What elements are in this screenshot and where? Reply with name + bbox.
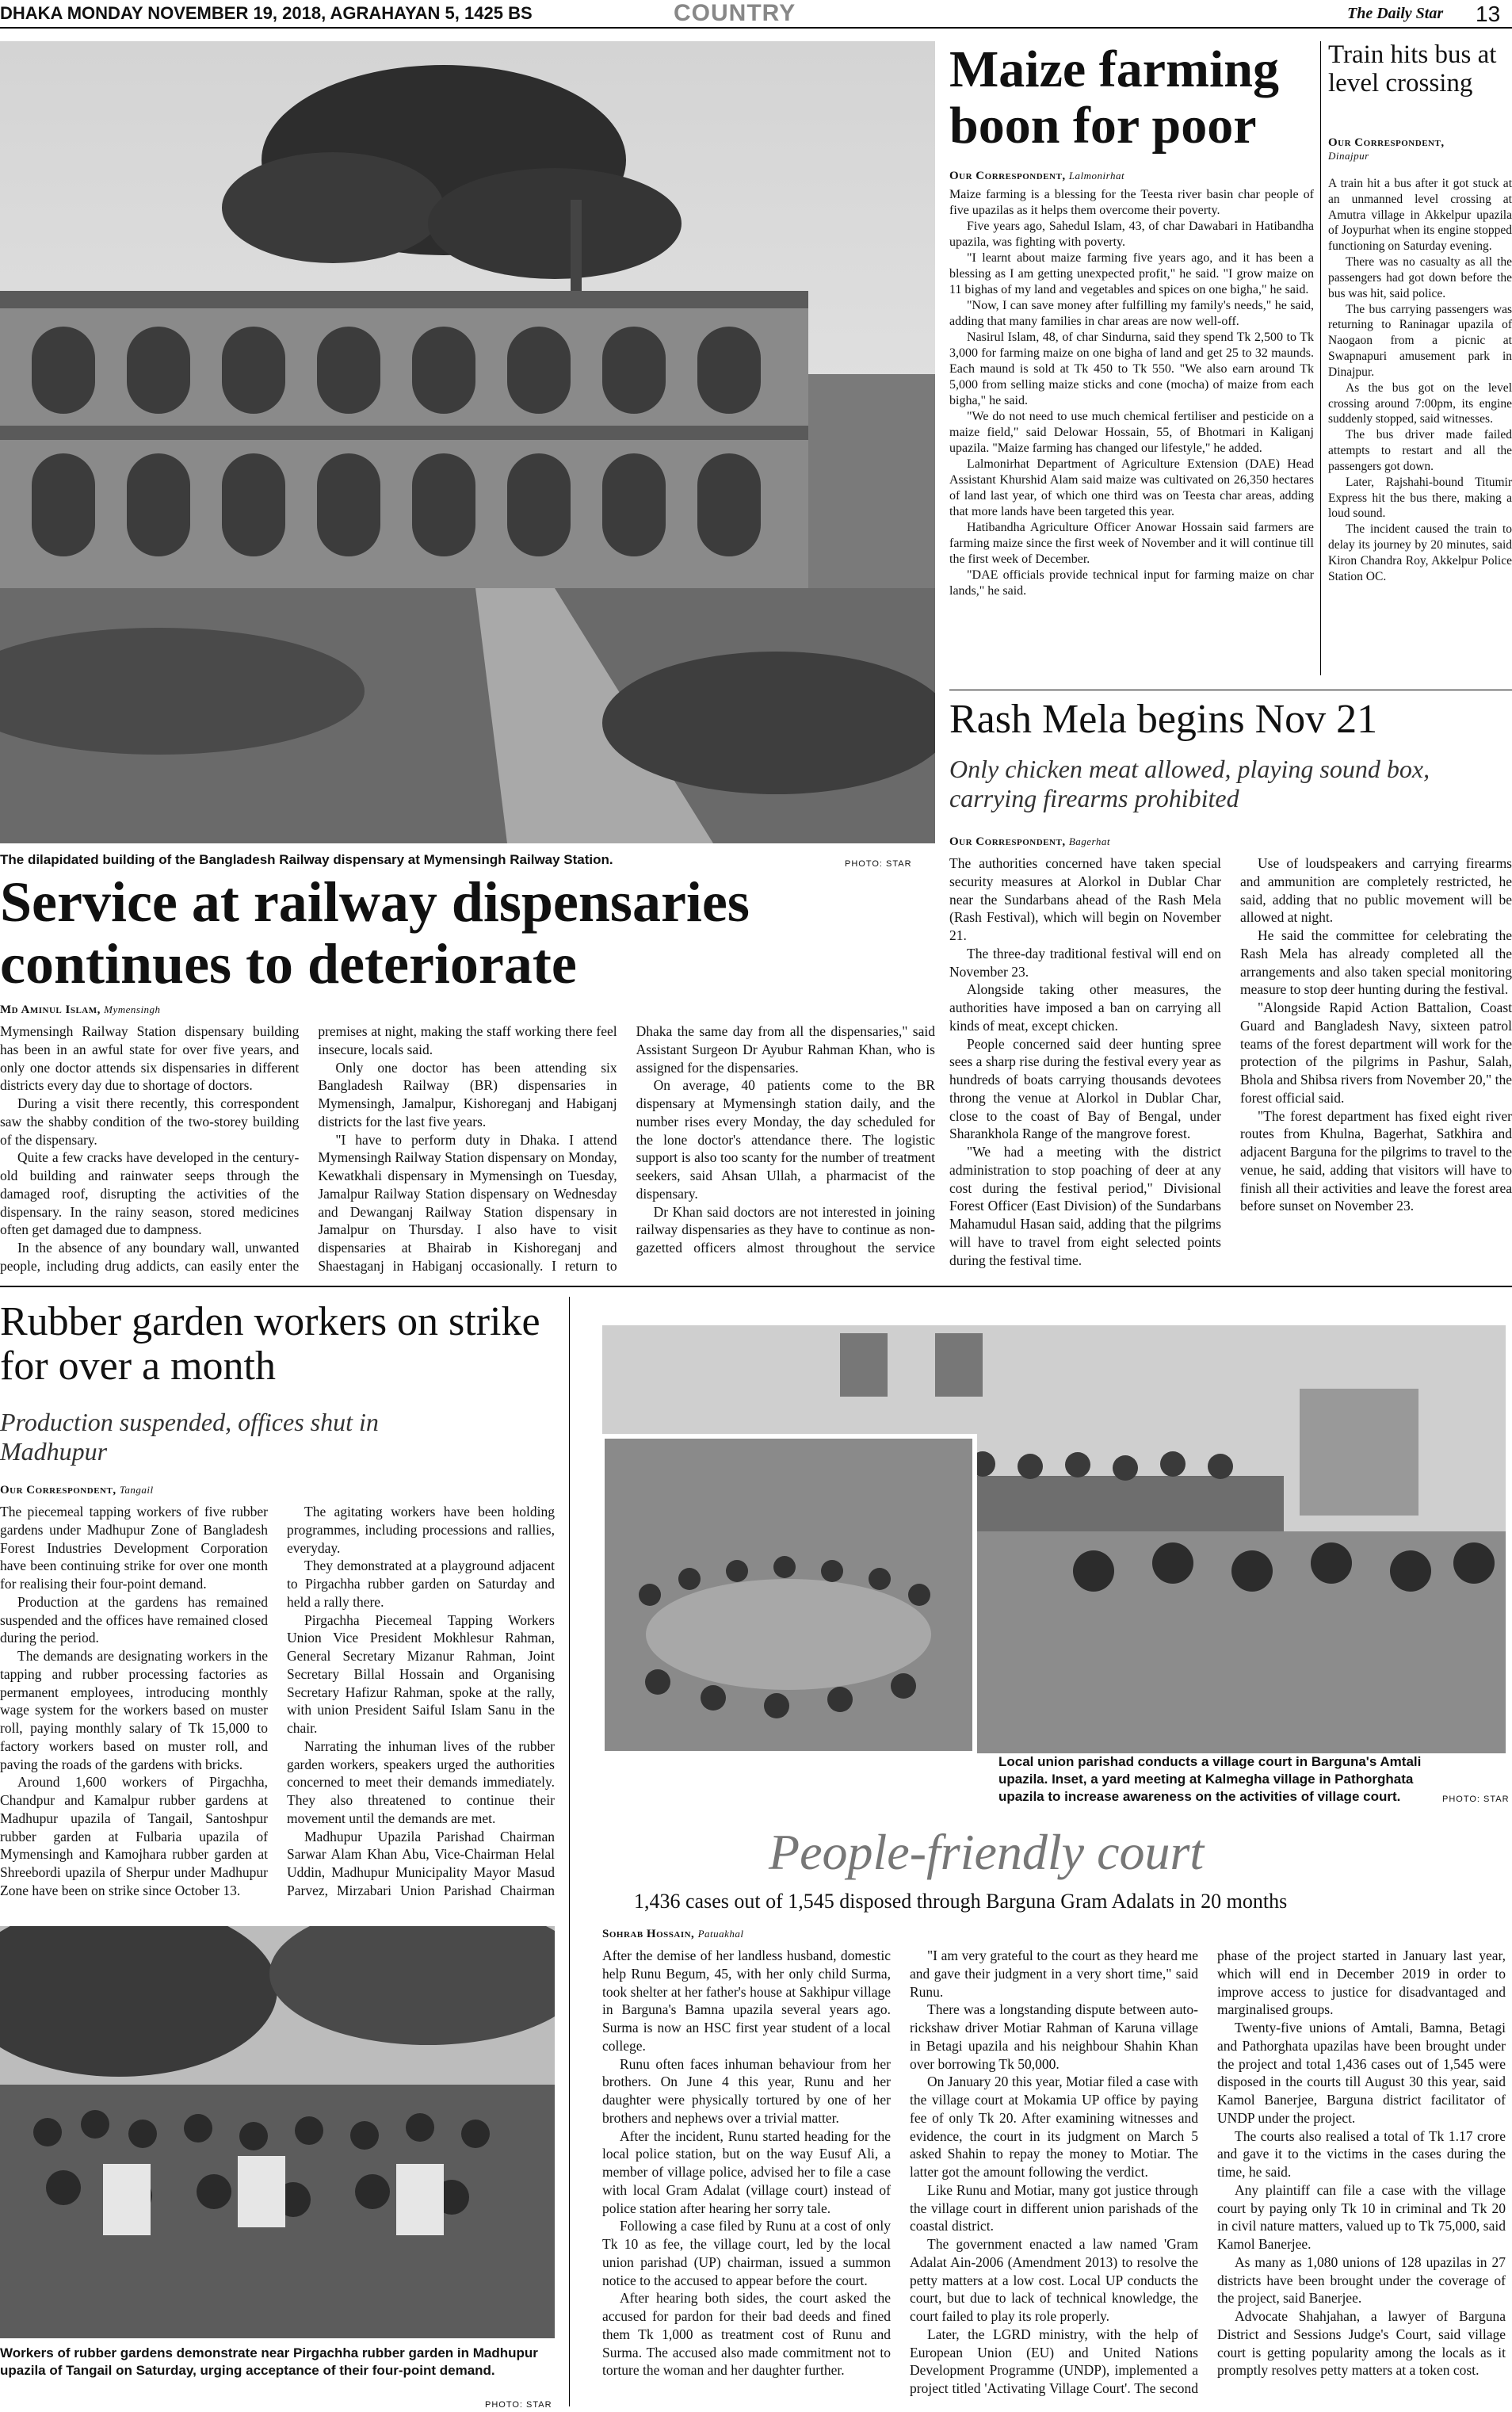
paragraph: On average, 40 patients come to the BR dispensary at Mymensingh station daily, and the number rises every Monday, the day scheduled for the lone doctor's attendance there. The logistic support is also too scanty for the number of treatment seekers, said Ahsan Ullah, a pharmacist of the dispensary. bbox=[636, 1077, 935, 1202]
rubber-photo-credit: PHOTO: STAR bbox=[485, 2400, 552, 2410]
railway-dispensary-photo bbox=[0, 41, 935, 843]
paragraph: After the demise of her landless husband, domestic help Runu Begum, 45, with her only child Surma, took shelter at her father's house at Sakhipur village in Barguna's Bamna upazila several years ago. Surma is now an HSC first year student of a local college. bbox=[602, 1948, 891, 2054]
rubber-photo-caption: Workers of rubber gardens demonstrate near Pirgachha rubber garden in Madhupur upazila of Tangail on Saturday, urging acceptance of their four-point demand. bbox=[0, 2345, 538, 2379]
paragraph: "I am very grateful to the court as they heard me and gave their judgment in a very short time," said Runu. bbox=[910, 1948, 1198, 2000]
maize-byline-location: Lalmonirhat bbox=[1068, 170, 1125, 182]
maize-byline-name: Our Correspondent, bbox=[949, 170, 1066, 182]
paragraph: The authorities concerned have taken special security measures at Alorkol in Dublar Char near the Sundarbans ahead of the Rash Mela (Rash Festival), which will begin on November 21. bbox=[949, 855, 1221, 943]
rubber-byline bbox=[0, 1484, 154, 1497]
paragraph: Later, the LGRD ministry, with the help of European Union (EU) and United Nations Development Programme (UNDP), implemented a project titled 'Activating Village Court'. The second phase of the project started in January last year, which will end in December 2019 in order to improve access to justice for disadvantaged and marginalised groups. bbox=[910, 1948, 1506, 2396]
railway-byline-location: Mymensingh bbox=[104, 1003, 161, 1015]
paragraph: People concerned said deer hunting spree sees a sharp rise during the festival every year as hundreds of boats carrying thousands devotees throng the venue at Alorkol in Dublar Char, close to the coast of Bay of Bengal, under Sharankhola Range of the mangrove forest. bbox=[949, 1035, 1221, 1142]
paragraph: The agitating workers have been holding programmes, including processions and rallies, everyday. bbox=[287, 1504, 555, 1556]
railway-byline-name: Md Aminul Islam, bbox=[0, 1003, 101, 1016]
paragraph: After the incident, Runu started heading for the local police station, but on the way Eusuf Ali, a member of village police, advised her to file a case with local Gram Adalat (village court) instead of police station after hearing her sorry tale. bbox=[602, 2127, 891, 2216]
rash-article-body bbox=[949, 854, 1512, 1275]
rash-byline-name: Our Correspondent, bbox=[949, 835, 1066, 848]
court-photo-caption: Local union parishad conducts a village court in Barguna's Amtali upazila. Inset, a yard meeting at Kalmegha village in Pathorghata upazila to increase awareness on the activities of village court. bbox=[998, 1754, 1422, 1805]
paragraph: Runu often faces inhuman behaviour from her brothers. On June 4 this year, Runu and her daughter were physically tortured by one of her brothers and nephews over a trivial matter. bbox=[602, 2055, 891, 2126]
rash-byline-location: Bagerhat bbox=[1068, 835, 1110, 847]
rash-subhead: Only chicken meat allowed, playing sound box, carrying firearms prohibited bbox=[949, 755, 1430, 812]
paragraph: Madhupur Upazila Parishad Chairman Sarwar Alam Khan Abu, Vice-Chairman Helal Uddin, Madhupur Municipality Mayor Masud Parvez, Mirzabari Union Parishad Chairman bbox=[287, 1828, 555, 1898]
paragraph: Advocate Shahjahan, a lawyer of Barguna District and Sessions Judge's Court, said village court is getting popularity among the locals as it promptly resolves petty matters at a token cost. bbox=[1217, 2308, 1506, 2379]
masthead bbox=[0, 0, 1512, 29]
train-byline-location: Dinajpur bbox=[1328, 150, 1369, 162]
village-court-photo bbox=[602, 1325, 1506, 1753]
masthead-rule bbox=[0, 27, 1512, 29]
paragraph: The demands are designating workers in the tapping and rubber processing factories as permanent employees, introducing monthly wage system for the workers based on muster roll, paying monthly salary of Tk 15,000 to factory workers based on muster roll, and paving the roads of the gardens with bricks. bbox=[0, 1648, 268, 1772]
paragraph: Lalmonirhat Department of Agriculture Extension (DAE) Head Assistant Khurshid Alam said maize was cultivated on 26,350 hectares of land last year, of which one third was on Teesta char areas, adding that more lands have been targeted this year. bbox=[949, 457, 1314, 518]
column-divider bbox=[569, 1297, 570, 2406]
court-photo-credit: PHOTO: STAR bbox=[1442, 1795, 1510, 1804]
paragraph: A train hit a bus after it got stuck at an unmanned level crossing at Amutra village in Akkelpur upazila of Joypurhat when its engine stopped functioning on Saturday evening. bbox=[1328, 177, 1512, 254]
paragraph: Following a case filed by Runu at a cost of only Tk 10 as fee, the village court, led by the local union parishad (UP) chairman, issued a summon notice to the accused to appear before the court. bbox=[602, 2218, 891, 2288]
paragraph: As the bus got on the level crossing around 7:00pm, its engine suddenly stopped, said witnesses. bbox=[1328, 380, 1512, 426]
paragraph: Like Runu and Motiar, many got justice through the village court in different union parishads of the coastal district. bbox=[910, 2181, 1198, 2234]
paragraph: There was no casualty as all the passengers had got down before the bus was hit, said police. bbox=[1328, 255, 1512, 300]
paragraph: Mymensingh Railway Station dispensary building has been in an awful state for over five years, and only one doctor attends six dispensaries in different districts every day due to shortage of doctors. bbox=[0, 1023, 300, 1094]
page-number: 13 bbox=[1476, 2, 1501, 26]
paragraph: Five years ago, Sahedul Islam, 43, of char Dawabari in Hatibandha upazila, was fighting with poverty. bbox=[949, 220, 1314, 249]
court-subhead: 1,436 cases out of 1,545 disposed through Barguna Gram Adalats in 20 months bbox=[634, 1890, 1288, 1913]
paragraph: The three-day traditional festival will end on November 23. bbox=[949, 945, 1221, 980]
paragraph: Production at the gardens has remained suspended and the offices have remained closed during the period. bbox=[0, 1593, 268, 1646]
paragraph: The bus driver made failed attempts to restart and all the passengers got down. bbox=[1328, 428, 1512, 473]
court-headline: People-friendly court bbox=[769, 1824, 1205, 1880]
paragraph: Only one doctor has been attending six Bangladesh Railway (BR) dispensaries in Mymensingh, Jamalpur, Kishoreganj and Habiganj districts for the last five years. bbox=[318, 1059, 617, 1130]
train-headline: Train hits bus at level crossing bbox=[1328, 40, 1497, 97]
paragraph: "We do not need to use much chemical fertiliser and pesticide on a maize field," said Delowar Hossain, 55, of Bhotmari in Kaliganj upazila. "Maize farming has changed our lifestyle," he added. bbox=[949, 410, 1314, 455]
rubber-byline-location: Tangail bbox=[119, 1484, 154, 1496]
railway-photo-credit: PHOTO: STAR bbox=[845, 859, 912, 869]
paragraph: The bus carrying passengers was returning to Raninagar upazila of Naogaon from a picnic at Swapnapuri amusement park in Dinajpur. bbox=[1328, 302, 1512, 379]
train-article-body bbox=[1328, 176, 1512, 683]
paragraph: Later, Rajshahi-bound Titumir Express hit the bus there, making a loud sound. bbox=[1328, 475, 1512, 521]
maize-headline: Maize farming boon for poor bbox=[949, 40, 1280, 155]
rubber-subhead: Production suspended, offices shut in Madhupur bbox=[0, 1408, 379, 1466]
paragraph: Any plaintiff can file a case with the village court by paying only Tk 10 in criminal and Tk 20 in civil nature matters, valued up to Tk 75,000, said Kamol Banerjee. bbox=[1217, 2181, 1506, 2252]
paragraph: "I have to perform duty in Dhaka. I attend Mymensingh Railway Station dispensary on Monday, Kewatkhali dispensary in Mymensingh on Tuesday, Jamalpur Railway Station dispensary on Wednesday and Dewanganj Railway Station dispensary in Jamalpur on Thursday. I also have to visit dispensaries at Bhairab in Kishoreganj and Shaestaganj in Habiganj occasionally. I return to Dhaka the same day from all the dispensaries," said Assistant Surgeon Dr Ayubur Rahman Khan, who is assigned for the dispensaries. bbox=[318, 1023, 935, 1274]
rash-byline bbox=[949, 835, 1110, 849]
paragraph: The incident caused the train to delay its journey by 20 minutes, said Kiron Chandra Roy, Akkelpur Police Station OC. bbox=[1328, 522, 1512, 583]
train-byline-name: Our Correspondent, bbox=[1328, 136, 1445, 149]
railway-headline: Service at railway dispensaries continues to deteriorate bbox=[0, 870, 750, 996]
paragraph: "We had a meeting with the district administration to stop poaching of deer at any cost during the festival period," Divisional Forest Officer (East Division) of the Sundarbans Mahamudul Hasan said, adding that the pilgrims will have to travel from eight selected points during the festival time. bbox=[949, 1144, 1221, 1268]
paragraph: They demonstrated at a playground adjacent to Pirgachha rubber garden on Saturday and held a rally there. bbox=[287, 1558, 555, 1610]
rubber-article-body bbox=[0, 1503, 555, 1915]
paragraph: The government enacted a law named 'Gram Adalat Ain-2006 (Amendment 2013) to resolve the petty matters at a low cost. Local UP conducts the court, but due to lack of technical knowledge, the court failed to play its role properly. bbox=[910, 2236, 1198, 2324]
court-byline bbox=[602, 1928, 744, 1941]
court-article-body bbox=[602, 1947, 1506, 2408]
paragraph: Twenty-five unions of Amtali, Bamna, Betagi and Pathorghata upazilas have been brought under the project and total 1,436 cases out of 1,545 were disposed in the courts till August 30 this year, said Kamol Banerjee, Barguna district facilitator of UNDP under the project. bbox=[1217, 2020, 1506, 2126]
rubber-workers-photo bbox=[0, 1926, 555, 2338]
paragraph: After hearing both sides, the court asked the accused for pardon for their bad deeds and fined them Tk 1,000 as treatment cost of Runu and Surma. The accused also made commitment not to torture the woman and her daughter further. bbox=[602, 2290, 891, 2379]
paragraph: The courts also realised a total of Tk 1.17 crore and gave it to the victims in the cases during the time, he said. bbox=[1217, 2127, 1506, 2180]
paragraph: "DAE officials provide technical input for farming maize on char lands," he said. bbox=[949, 568, 1314, 598]
paragraph: Pirgachha Piecemeal Tapping Workers Union Vice President Mokhlesur Rahman, General Secretary Mizanur Rahman, Joint Secretary Billal Hossain and Organising Secretary Hafizur Rahman, spoke at the rally, with union President Saiful Islam Sanu in the chair. bbox=[287, 1611, 555, 1736]
maize-byline bbox=[949, 170, 1124, 183]
paragraph: During a visit there recently, this correspondent saw the shabby condition of the two-storey building of the dispensary. bbox=[0, 1095, 300, 1148]
rubber-headline: Rubber garden workers on strike for over a month bbox=[0, 1299, 540, 1389]
paragraph: Around 1,600 workers of Pirgachha, Chandpur and Kamalpur rubber gardens at Madhupur upazila of Tangail, Santoshpur rubber garden at Fulbaria upazila of Mymensingh and Kamojhara rubber garden at Shreebordi upazila of Sherpur under Madhupur Zone have been on strike since October 13. bbox=[0, 1774, 268, 1898]
paragraph: "I learnt about maize farming five years ago, and it has been a blessing as I am getting unexpected profit," he said. "I grow maize on 11 bighas of my land and vegetables and spices on one bigha," he said. bbox=[949, 251, 1314, 296]
paragraph: "Now, I can save money after fulfilling my family's needs," he said, adding that many families in char areas are now well-off. bbox=[949, 299, 1314, 328]
paragraph: In the absence of any boundary wall, unwanted people, including drug addicts, can easily enter the premises at night, making the staff working there feel insecure, locals said. bbox=[0, 1023, 617, 1274]
paragraph: Alongside taking other measures, the authorities have imposed a ban on carrying all kinds of meat, except chicken. bbox=[949, 981, 1221, 1034]
railway-byline bbox=[0, 1003, 161, 1017]
column-divider bbox=[1320, 41, 1321, 675]
paragraph: The piecemeal tapping workers of five rubber gardens under Madhupur Zone of Bangladesh Forest Industries Development Corporation have been continuing strike for over one month for realising their four-point demand. bbox=[0, 1504, 268, 1592]
paragraph: As many as 1,080 unions of 128 upazilas in 27 districts have been brought under the coverage of the project, said Banerjee. bbox=[1217, 2253, 1506, 2307]
paragraph: Quite a few cracks have developed in the century-old building and rainwater seeps through the damaged roof, disrupting the activities of the dispensary. In the rainy season, stored medicines often get damaged due to dampness. bbox=[0, 1149, 300, 1238]
paper-name: The Daily Star bbox=[1347, 5, 1444, 22]
paragraph: He said the committee for celebrating the Rash Mela has already completed all the arrangements and also taken special monitoring measure to stop deer hunting during the festival. bbox=[1240, 927, 1512, 998]
railway-photo-caption: The dilapidated building of the Bangladesh Railway dispensary at Mymensingh Railway Station. bbox=[0, 852, 613, 867]
paragraph: On January 20 this year, Motiar filed a case with the village court at Mokamia UP office by paying fee of only Tk 20. After examining witnesses and evidence, the court in its judgment on March 5 asked Shahin to repay the money to Motiar. The latter got the amount following the verdict. bbox=[910, 2074, 1198, 2180]
paragraph: Use of loudspeakers and carrying firearms and ammunition are completely restricted, he said, adding that no public movement will be allowed at night. bbox=[1240, 855, 1512, 926]
rash-headline: Rash Mela begins Nov 21 bbox=[949, 697, 1378, 742]
paragraph: Dr Khan said doctors are not interested in joining railway dispensaries as they have to continue as non-gazetted officers almost throughout the service bbox=[636, 1203, 935, 1256]
paragraph: Narrating the inhuman lives of the rubber garden workers, speakers urged the authorities concerned to meet their demands immediately. They also threatened to continue their movement until the demands are met. bbox=[287, 1737, 555, 1826]
paragraph: There was a longstanding dispute between auto-rickshaw driver Motiar Rahman of Karuna village in Betagi upazila and his neighbour Shahin Khan over borrowing Tk 50,000. bbox=[910, 2001, 1198, 2072]
section-rule bbox=[0, 1286, 1512, 1287]
paragraph: Maize farming is a blessing for the Teesta river basin char people of five upazilas as it helps them overcome their poverty. bbox=[949, 188, 1314, 217]
dateline: DHAKA MONDAY NOVEMBER 19, 2018, AGRAHAYAN 5, 1425 BS bbox=[0, 3, 533, 23]
rubber-byline-name: Our Correspondent, bbox=[0, 1484, 116, 1497]
paragraph: "The forest department has fixed eight river routes from Khulna, Bagerhat, Satkhira and adjacent Barguna for the pilgrims to travel to the venue, he said, adding that visitors will have to finish all their activities and leave the forest area before sunset on November 23. bbox=[1240, 1107, 1512, 1214]
paragraph: "Alongside Rapid Action Battalion, Coast Guard and Bangladesh Navy, sixteen patrol teams of the forest department will work for the protection of the pilgrims in Pashur, Salah, Bhola and Shibsa rivers from November 20," the forest official said. bbox=[1240, 1000, 1512, 1106]
paragraph: Hatibandha Agriculture Officer Anowar Hossain said farmers are farming maize since the first week of November and it will continue till the first week of December. bbox=[949, 521, 1314, 566]
railway-article-body bbox=[0, 1023, 935, 1276]
paragraph: Nasirul Islam, 48, of char Sindurna, said they spend Tk 2,500 to Tk 3,000 for farming maize on one bigha of land and get 25 to 32 maunds. Each maund is sold at Tk 450 to Tk 550. "We also earn around Tk 5,000 from selling maize sticks and cone (mocha) of maize from each bigha," he said. bbox=[949, 331, 1314, 407]
section-name: COUNTRY bbox=[674, 0, 796, 26]
court-byline-location: Patuakhal bbox=[697, 1928, 744, 1940]
court-byline-name: Sohrab Hossain, bbox=[602, 1928, 695, 1940]
train-byline bbox=[1328, 136, 1512, 163]
maize-article-body bbox=[949, 187, 1314, 686]
